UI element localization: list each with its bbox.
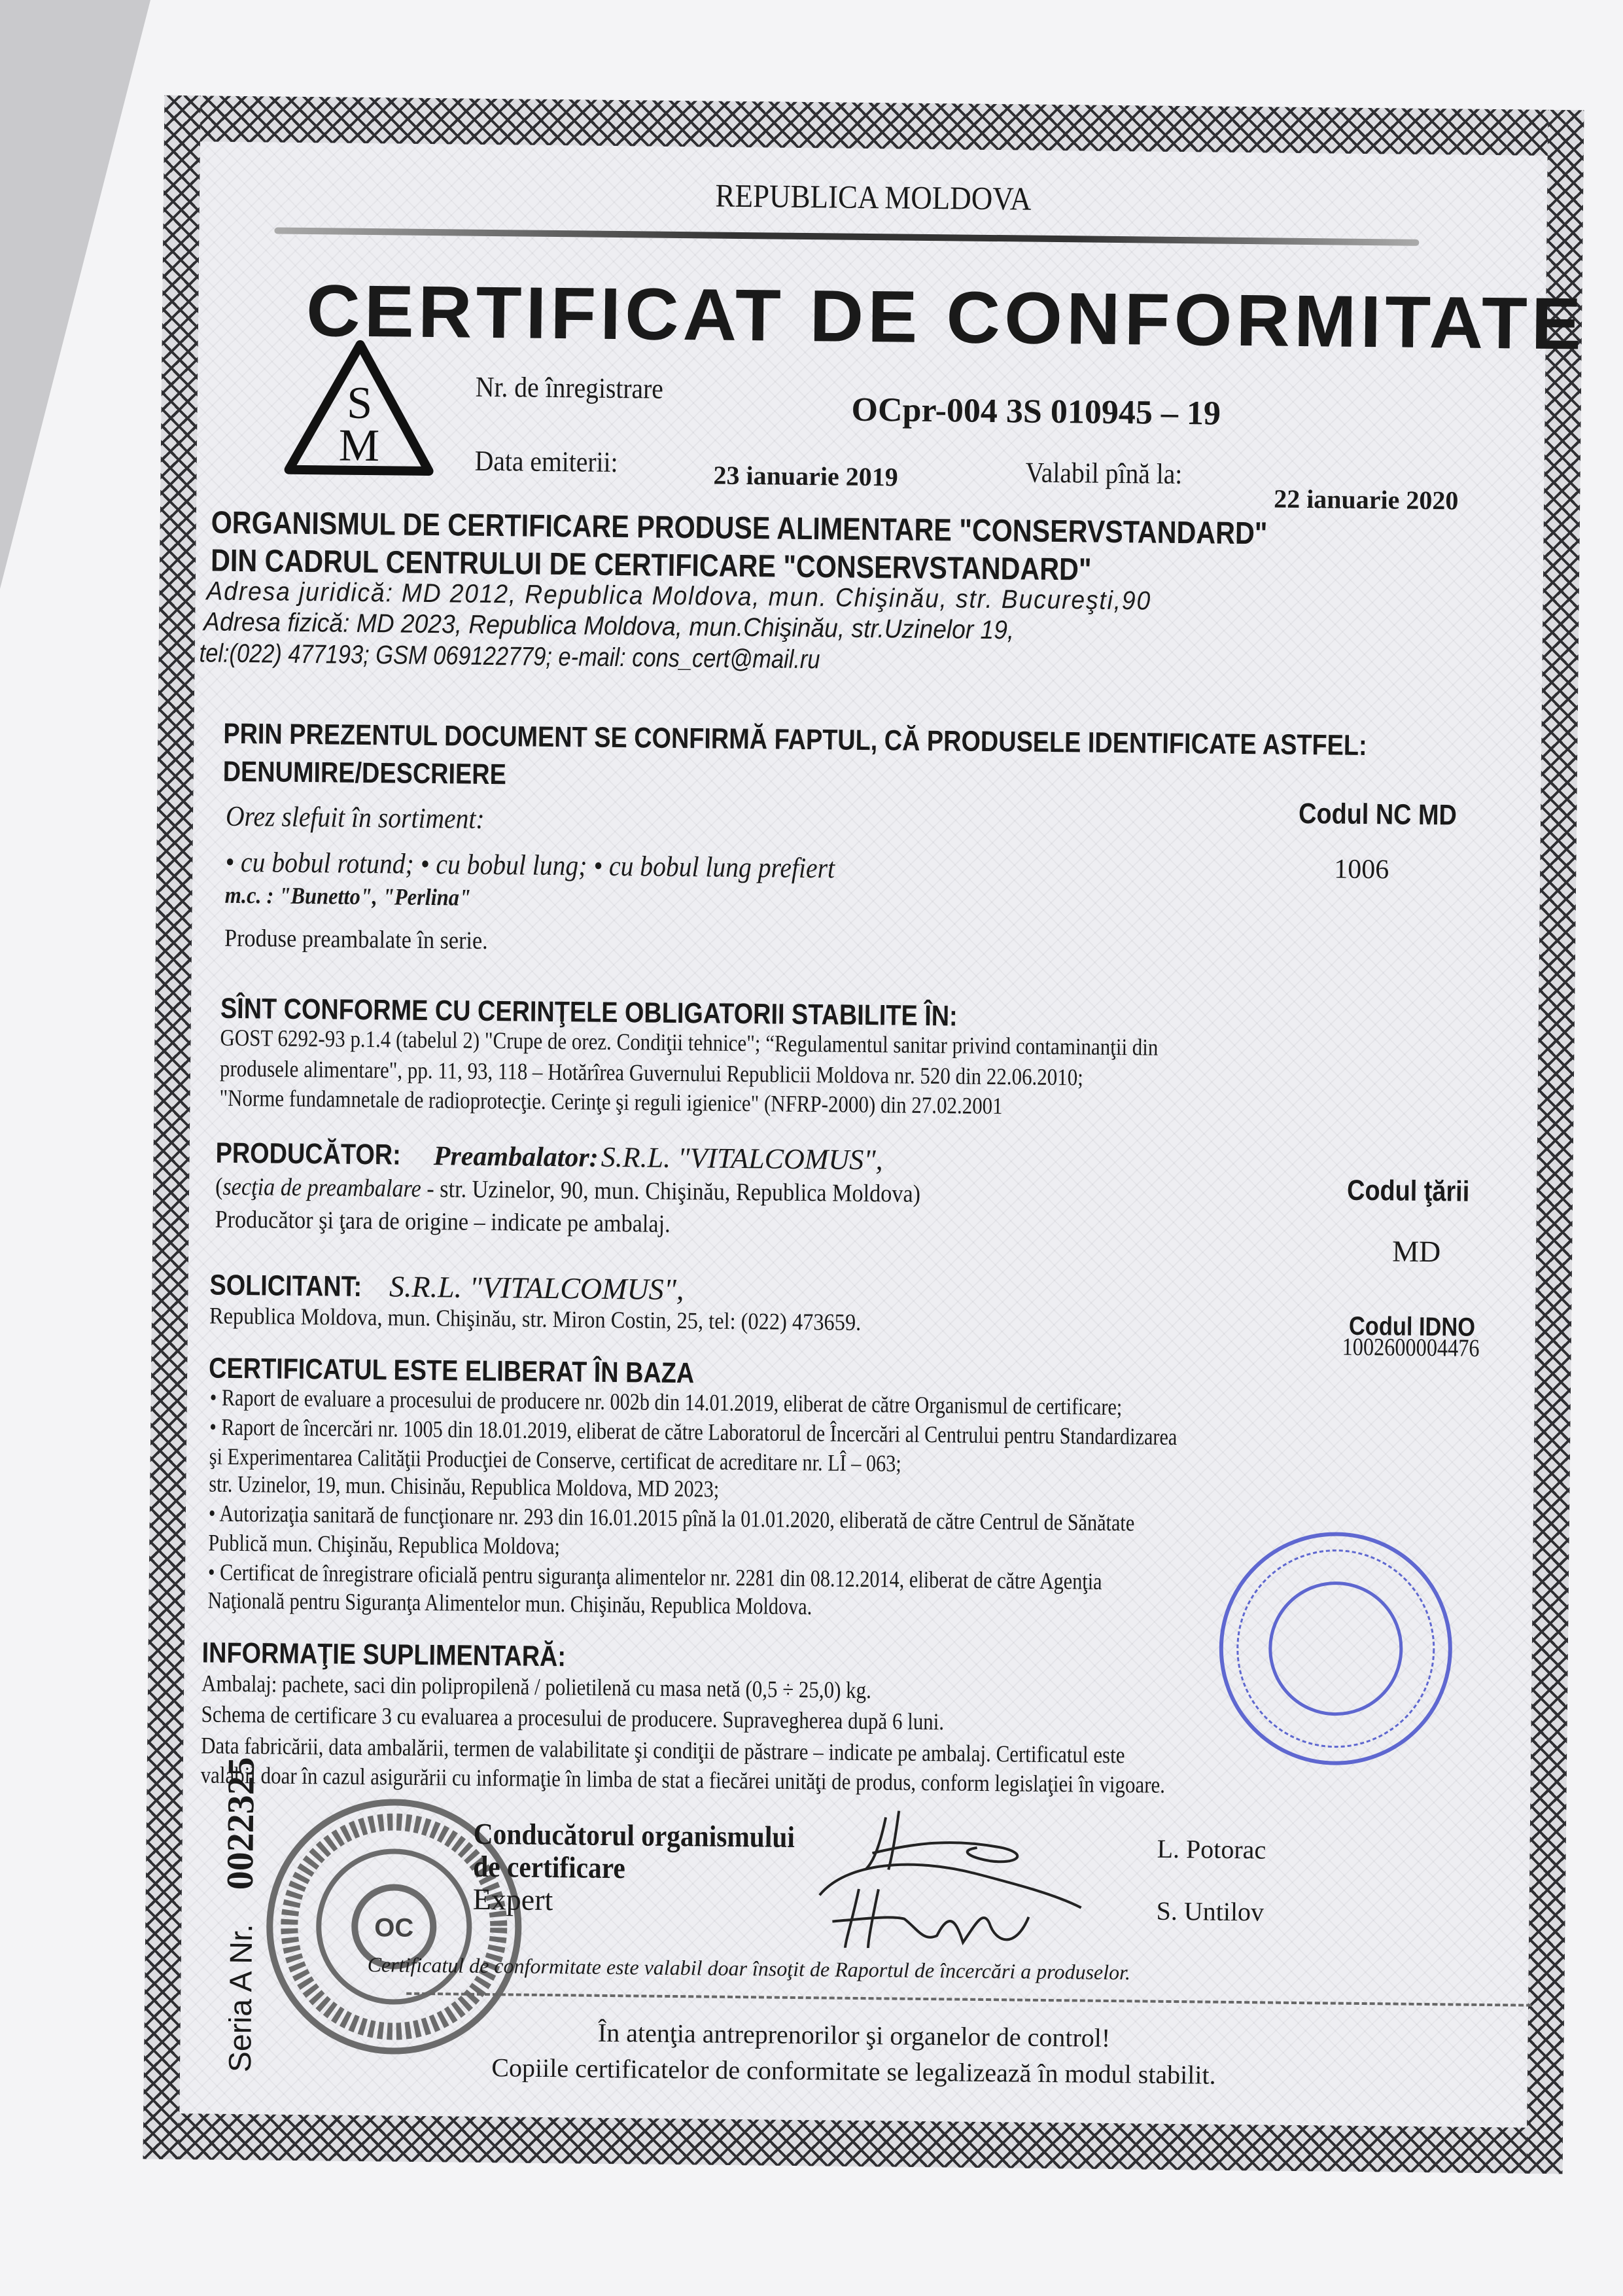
applicant-label: SOLICITANT: (209, 1269, 362, 1303)
issue-date-label: Data emiterii: (474, 444, 618, 479)
head-label-2: de certificare (472, 1849, 626, 1885)
packer-label: Preambalator: (433, 1141, 599, 1173)
certificate (143, 96, 1584, 2174)
conformity-line: GOST 6292-93 p.1.4 (tabelul 2) "Crupe de orez. Condiţii tehnice"; “Regulamentul sanitar privind contaminanţii din (220, 1024, 1159, 1061)
notice-line-1: În atenţia antreprenorilor şi organelor de control! (597, 2017, 1111, 2053)
conformity-heading: SÎNT CONFORME CU CERINŢELE OBLIGATORII STABILITE ÎN: (220, 992, 958, 1033)
basis-line: Publică mun. Chişinău, Republica Moldova; (208, 1529, 561, 1560)
basis-heading: CERTIFICATUL ESTE ELIBERAT ÎN BAZA (208, 1352, 695, 1390)
head-name: L. Potorac (1157, 1833, 1266, 1865)
physical-address: Adresa fizică: MD 2023, Republica Moldova, mun.Chişinău, str.Uzinelor 19, (203, 607, 1015, 645)
idno-label: Codul IDNO (1348, 1311, 1476, 1342)
producer-section: (secţia de preambalare - str. Uzinelor, 90, mun. Chişinău, Republica Moldova) (215, 1173, 921, 1208)
applicant-row (209, 1267, 684, 1307)
organism-name-1: ORGANISMUL DE CERTIFICARE PRODUSE ALIMENTARE "CONSERVSTANDARD" (211, 505, 1268, 552)
product-varieties: • cu bobul rotund; • cu bobul lung; • cu bobul lung prefiert (225, 845, 835, 885)
basis-line: Naţională pentru Siguranţa Alimentelor mun. Chişinău, Republica Moldova. (207, 1587, 812, 1620)
producer-row (215, 1137, 883, 1177)
serial-number-block (216, 1757, 263, 2072)
additional-line: Ambalaj: pachete, saci din polipropilenă / polietilenă cu masa netă (0,5 ÷ 25,0) kg. (201, 1670, 872, 1704)
svg-text:S: S (346, 378, 373, 429)
nc-code: 1006 (1334, 854, 1389, 885)
basis-line: • Autorizaţia sanitară de funcţionare nr. 293 din 16.01.2015 pînă la 01.01.2020, eliberată de către Centrul de Sănătate (208, 1500, 1135, 1536)
basis-line: • Raport de încercări nr. 1005 din 18.01.2019, eliberat de către Laboratorul de Încercări al Centrului pentru Standardizarea (209, 1413, 1178, 1451)
serial-label: Seria A Nr. (222, 1924, 260, 2073)
conformity-line: produsele alimentare", pp. 11, 93, 118 – Hotărîrea Guvernului Republicii Moldova nr. 520 din 22.06.2010; (219, 1055, 1084, 1091)
basis-line: • Certificat de înregistrare oficială pentru siguranţa alimentelor nr. 2281 din 08.12.2014, eliberat de către Agenţia (207, 1559, 1102, 1595)
blue-company-stamp-icon (1213, 1527, 1458, 1771)
valid-until-date: 22 ianuarie 2020 (1273, 484, 1459, 516)
additional-line: Data fabricării, data ambalării, termen de valabilitate şi condiţii de păstrare – indicate pe ambalaj. Certificatul este (200, 1732, 1125, 1769)
section-address: - str. Uzinelor, 90, mun. Chişinău, Republica Moldova) (421, 1174, 921, 1208)
border-right (1526, 110, 1584, 2174)
head-label-1: Conducătorul organismului (473, 1816, 795, 1854)
country-name: REPUBLICA MOLDOVA (715, 177, 1032, 217)
border-bottom (143, 2113, 1563, 2174)
product-name: Orez slefuit în sortiment: (225, 800, 485, 835)
applicant-address: Republica Moldova, mun. Chişinău, str. Miron Costin, 25, tel: (022) 473659. (209, 1302, 862, 1335)
additional-line: Schema de certificare 3 cu evaluarea a procesului de producere. Supravegherea după 6 luni. (201, 1701, 945, 1735)
border-left (143, 96, 201, 2159)
valid-until-label: Valabil pînă la: (1025, 456, 1183, 491)
basis-line: str. Uzinelor, 19, mun. Chisinău, Republica Moldova, MD 2023; (209, 1470, 720, 1502)
stamp-oc-text: OC (374, 1913, 414, 1943)
idno-value: 1002600004476 (1342, 1333, 1480, 1362)
page-corner-shadow (0, 0, 150, 589)
additional-line: valabil doar în cazul asigurării cu informaţie în limba de stat a fiecărei unităţi de produs, conform legislaţiei în vigoare. (200, 1761, 1166, 1798)
contacts: tel:(022) 477193; GSM 069122779; e-mail: cons_cert@mail.ru (199, 639, 820, 675)
registration-number: OCpr-004 3S 010945 – 19 (851, 391, 1221, 433)
applicant-name: S.R.L. "VITALCOMUS", (389, 1269, 684, 1307)
additional-heading: INFORMAŢIE SUPLIMENTARĂ: (201, 1636, 567, 1673)
basis-line: • Raport de evaluare a procesului de producere nr. 002b din 14.01.2019, eliberat de către Organismul de certificare; (209, 1384, 1123, 1421)
certificate-title: CERTIFICAT DE CONFORMITATE (305, 270, 1586, 365)
nc-code-label: Codul NC MD (1298, 797, 1457, 832)
expert-label: Expert (472, 1882, 553, 1917)
legal-address: Adresa juridică: MD 2012, Republica Moldova, mun. Chişinău, str. Bucureşti,90 (206, 576, 1152, 616)
registration-label: Nr. de înregistrare (475, 370, 664, 405)
organism-name-2: DIN CADRUL CENTRULUI DE CERTIFICARE "CONSERVSTANDARD" (210, 543, 1092, 588)
country-code-label: Codul ţării (1346, 1174, 1470, 1208)
product-brands: m.c. : "Bunetto", "Perlina" (224, 881, 472, 911)
producer-label: PRODUCĂTOR: (215, 1137, 401, 1171)
issue-date: 23 ianuarie 2019 (713, 460, 898, 492)
conformity-line: "Norme fundamnetale de radioprotecţie. Cerinţe şi reguli igienice" (NFRP-2000) din 27.02.2001 (219, 1084, 1003, 1120)
header-divider (274, 227, 1419, 245)
border-top (164, 96, 1584, 156)
dashed-divider (406, 1992, 1531, 2007)
validity-note: Certificatul de conformitate este valabil doar însoţit de Raportul de încercări a produselor. (367, 1952, 1131, 1985)
description-heading: DENUMIRE/DESCRIERE (222, 755, 507, 791)
confirm-heading: PRIN PREZENTUL DOCUMENT SE CONFIRMĂ FAPTUL, CĂ PRODUSELE IDENTIFICATE ASTFEL: (223, 717, 1367, 762)
country-code: MD (1391, 1234, 1441, 1269)
section-label: secţia de preambalare (222, 1173, 422, 1203)
basis-line: şi Experimentarea Calităţii Producţiei de Conserve, certificat de acreditare nr. LÎ – 063; (209, 1443, 901, 1477)
svg-text:M: M (338, 420, 380, 472)
product-note: Produse preambalate în serie. (224, 924, 488, 955)
notice-line-2: Copiile certificatelor de conformitate se legalizează în modul stabilit. (491, 2053, 1216, 2090)
producer-origin: Producător şi ţara de origine – indicate pe ambalaj. (215, 1205, 671, 1238)
producer-name: S.R.L. "VITALCOMUS", (601, 1140, 883, 1176)
expert-name: S. Untilov (1156, 1896, 1265, 1927)
serial-number: 0022325 (218, 1756, 262, 1890)
signatures-icon (806, 1790, 1174, 1971)
sm-logo-icon (283, 339, 435, 478)
